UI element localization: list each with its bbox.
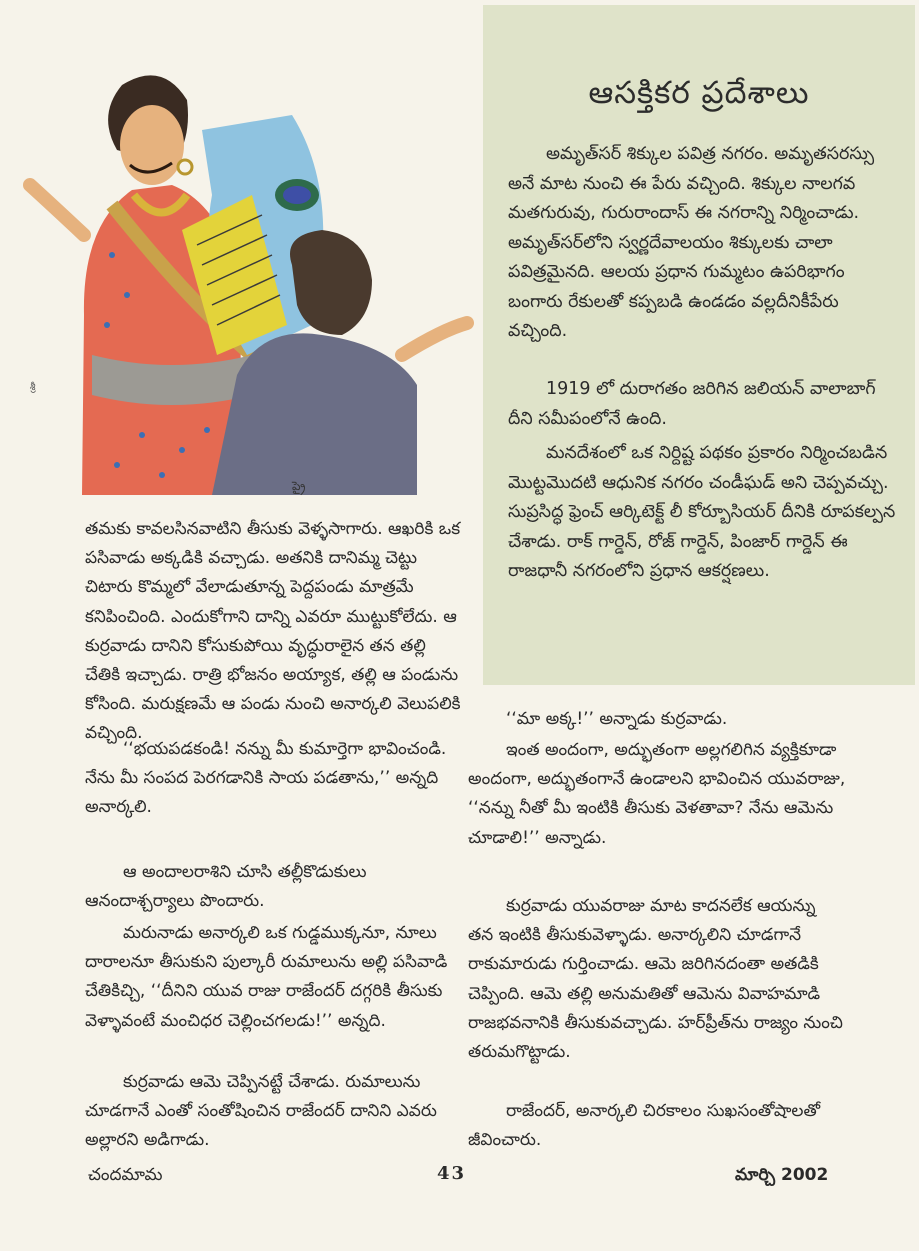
footer-date: మార్చి 2002 (735, 1165, 829, 1185)
footer-magazine: చందమామ (88, 1165, 163, 1185)
story-paragraph: ‘‘మా అక్క!’’ అన్నాడు కుర్రవాడు. (506, 709, 728, 729)
story-paragraph: తమకు కావలసినవాటిని తీసుకు వెళ్ళసాగారు. ఆఖరికి ఒక పసివాడు అక్కడికి వచ్చాడు. అతనికి దానిమ్మ చెట్టు చిటారు కొమ్మలో వేలాడుతూన్న పెద్దపండు మాత్రమే కనిపించింది. ఎందుకోగాని దాన్ని ఎవరూ ముట్టుకోలేదు. ఆ కుర్రవాడు దానిని కోసుకుపోయి వృద్ధురాలైన తన తల్లి చేతికి ఇచ్చాడు. రాత్రి భోజనం అయ్యాక, తల్లి ఆ పండును కోసింది. మరుక్షణమే ఆ పండు నుంచి అనార్కలి వెలుపలికి వచ్చింది. (85, 519, 461, 744)
sidebar-box (483, 5, 915, 685)
sidebar-paragraph: అమృత్‌సర్ శిక్కుల పవిత్ర నగరం. అమృతసరస్సు అనే మాట నుంచి ఈ పేరు వచ్చింది. శిక్కుల నాలగవ మతగురువు, గురురాందాస్ ఈ నగరాన్ని నిర్మించాడు. అమృత్‌సర్‌లోని స్వర్ణదేవాలయం శిక్కులకు చాలా పవిత్రమైనది. ఆలయ ప్రధాన గుమ్మటం ఉపరిభాగం బంగారు రేకులతో కప్పబడి ఉండడం వల్లదీనికీపేరు వచ్చింది. (508, 144, 875, 341)
story-paragraph: మరునాడు అనార్కలి ఒక గుడ్డముక్కనూ, నూలు దారాలనూ తీసుకుని పుల్కారీ రుమాలును అల్లి పసివాడి చేతికిచ్చి, ‘‘దీనిని యువ రాజు రాజేందర్ దగ్గరికి తీసుకు వెళ్ళావంటే మంచిధర చెల్లించగలడు!’’ అన్నది. (85, 923, 448, 1031)
small-mark: శ్రీ (30, 382, 36, 393)
page-number: 43 (437, 1163, 467, 1184)
story-paragraph: ఆ అందాలరాశిని చూసి తల్లీకొడుకులు ఆనందాశ్చర్యాలు పొందారు. (85, 862, 367, 912)
story-paragraph: ‘‘భయపడకండి! నన్ను మీ కుమార్తెగా భావించండి. నేను మీ సంపద పెరగడానికి సాయ పడతాను,’’ అన్నది అనార్కలి. (85, 739, 447, 818)
sidebar-title: ఆసక్తికర ప్రదేశాలు (588, 75, 810, 111)
story-paragraph: ఇంత అందంగా, అద్భుతంగా అల్లగలిగిన వ్యక్తికూడా అందంగా, అద్భుతంగానే ఉండాలని భావించిన యువరాజు, ‘‘నన్ను నీతో మీ ఇంటికి తీసుకు వెళతావా? నేను ఆమెను చూడాలి!’’ అన్నాడు. (468, 740, 846, 848)
story-paragraph: కుర్రవాడు ఆమె చెప్పినట్టే చేశాడు. రుమాలును చూడగానే ఎంతో సంతోషించిన రాజేందర్ దానిని ఎవరు అల్లారని అడిగాడు. (85, 1072, 437, 1151)
story-illustration (22, 55, 477, 510)
story-paragraph: రాజేందర్, అనార్కలి చిరకాలం సుఖసంతోషాలతో జీవించారు. (468, 1101, 821, 1151)
story-paragraph: కుర్రవాడు యువరాజు మాట కాదనలేక ఆయన్ను తన ఇంటికి తీసుకువెళ్ళాడు. అనార్కలిని చూడగానే రాకుమారుడు గుర్తించాడు. ఆమె జరిగినదంతా అతడికి చెప్పింది. ఆమె తల్లి అనుమతితో ఆమెను వివాహమాడి రాజభవనానికి తీసుకువచ్చాడు. హర్‌ప్రీత్‌ను రాజ్యం నుంచి తరుమగొట్టాడు. (468, 896, 843, 1063)
sidebar-paragraph: మనదేశంలో ఒక నిర్దిష్ట పథకం ప్రకారం నిర్మించబడిన మొట్టమొదటి ఆధునిక నగరం చండీఘడ్ అని చెప్పవచ్చు. సుప్రసిద్ధ ఫ్రెంచ్ ఆర్కిటెక్ట్ లీ కోర్బూసియర్ దీనికి రూపకల్పన చేశాడు. రాక్ గార్డెన్, రోజ్ గార్డెన్, పింజార్ గార్డెన్ ఈ రాజధానీ నగరంలోని ప్రధాన ఆకర్షణలు. (508, 443, 896, 581)
illustrator-signature: ప్రై (292, 479, 306, 493)
sidebar-paragraph: 1919 లో దురాగతం జరిగిన జలియన్ వాలాబాగ్ దీని సమీపంలోనే ఉంది. (508, 379, 876, 429)
